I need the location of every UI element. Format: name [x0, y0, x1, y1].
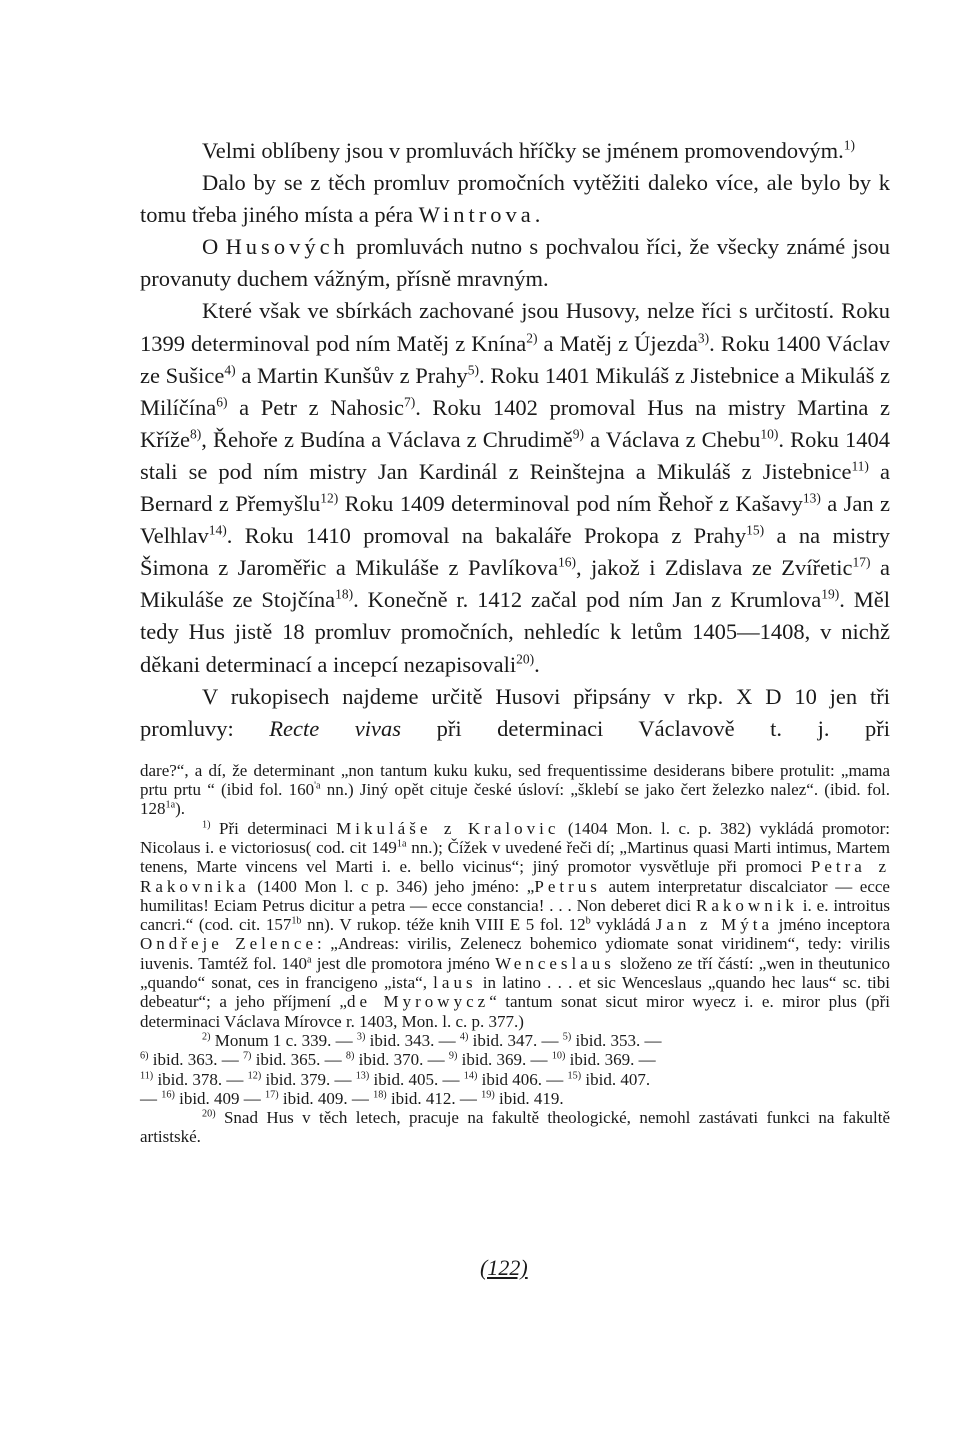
- footnote-ref: 2): [526, 330, 538, 346]
- footnote-number: 4): [459, 1031, 469, 1043]
- text: ibid. 369. —: [565, 1050, 656, 1070]
- text: Velmi oblíbeny jsou v promluvách hříčky se jménem promovendovým.: [202, 138, 844, 163]
- spaced-name: Husových: [225, 234, 349, 260]
- text: ibid. 409 —: [174, 1088, 266, 1108]
- text: ibid. 369. —: [457, 1050, 552, 1070]
- footnote-refs-line-2: [140, 1050, 890, 1069]
- footnote-ref: 14): [208, 522, 227, 538]
- text: a Mikuláše ze Stojčína: [140, 555, 890, 613]
- footnote-ref: 18): [335, 586, 354, 602]
- text: (1400 Mon l. c p. 346) jeho jméno: „: [249, 876, 535, 896]
- folio-mark: 'a: [314, 780, 321, 792]
- spaced-name: Petra z Rakovnika: [140, 857, 890, 896]
- text: a Matěj z Újezda: [537, 330, 698, 356]
- text: a Václava z Chebu: [584, 426, 761, 452]
- spaced-name: Wintrova: [418, 202, 535, 228]
- text: ibid 406. —: [477, 1069, 568, 1089]
- text: (1404 Mon. l. c. p. 382) vykládá promotor: Nicolaus i. e victoriosus( cod. cit 149: [140, 818, 891, 857]
- text: a Bernard z Přemyšlu: [140, 458, 890, 517]
- text: Které však ve sbírkách zachované jsou Husovy, nelze říci s určitostí. Roku 1399 determinoval pod ním Matěj z Knína: [140, 298, 890, 356]
- footnote-refs-line-3: [140, 1070, 890, 1089]
- text: a Martin Kunšův z Prahy: [235, 362, 468, 388]
- text: a Petr z Nahosic: [227, 394, 404, 420]
- footnote-1: [140, 819, 890, 1031]
- text: ibid. 409. —: [278, 1088, 374, 1108]
- footnote-number: 11): [140, 1069, 154, 1081]
- footnote-number: 14): [463, 1069, 478, 1081]
- text: . Konečně r. 1412 začal pod ním Jan z Krumlova: [353, 587, 822, 613]
- text: složeno ze tří částí: „wen in theutunico „quando“ sonat, ces in francigeno „ista“,: [140, 953, 891, 993]
- footnote-ref: 6): [216, 394, 228, 410]
- text: , Řehoře z Budína a Václava z Chrudimě: [201, 426, 573, 452]
- footnote-refs-line-1: [140, 1031, 890, 1050]
- footnote-continuation: [140, 761, 890, 819]
- text: a na mistry Šimona z Jaroměřic a Mikuláše z Pavlíkova: [140, 523, 890, 581]
- footnote-ref: 16): [557, 554, 576, 570]
- footnote-number: 1): [202, 819, 211, 831]
- text: ibid. 407.: [581, 1069, 651, 1089]
- text: .: [534, 202, 541, 228]
- footnote-ref: 19): [821, 586, 840, 602]
- text: —: [140, 1088, 162, 1108]
- text: , jakož i Zdislava ze Zvířetic: [575, 555, 853, 581]
- folio-mark: 1a: [396, 838, 407, 850]
- text: O: [202, 234, 226, 260]
- text: jméno inceptora: [773, 915, 890, 935]
- text: ibid. 347. —: [468, 1030, 563, 1050]
- paragraph-5: [140, 681, 890, 745]
- footnote-number: 16): [161, 1089, 175, 1101]
- text: . Roku 1410 promoval na bakaláře Prokopa z Prahy: [226, 523, 747, 549]
- text: Při determinaci: [210, 818, 337, 838]
- text: při determinaci Václavově t. j. při: [401, 715, 891, 741]
- spaced-name: Mikuláše z Kralovic: [336, 818, 560, 838]
- folio-mark: b: [585, 915, 591, 927]
- text: vykládá: [590, 915, 656, 935]
- text: promluvách nutno s pochvalou říci, že všecky známé jsou provanuty duchem vážným, přísně mravným.: [140, 234, 891, 292]
- text: . Roku 1404 stali se pod ním mistry Jan Kardinál z Reinštejna a Mikuláš z Jistebnice: [140, 426, 890, 484]
- page: [140, 135, 890, 1147]
- footnote-ref: 15): [746, 522, 765, 538]
- text: ).: [175, 799, 186, 819]
- text: i. e. introitus cancri.“ (cod. cit. 157: [140, 895, 890, 935]
- footnote-number: 7): [242, 1050, 252, 1062]
- paragraph-1: [140, 135, 890, 167]
- text: .: [534, 651, 540, 677]
- text: ibid. 353. —: [571, 1030, 662, 1050]
- footnote-ref: 5): [467, 362, 480, 378]
- footnote-ref: 20): [516, 651, 535, 666]
- text: a Jan z Velhlav: [140, 491, 891, 549]
- footnote-number: 17): [265, 1089, 279, 1101]
- text: in latino . . . et sic Wenceslaus „quando hec laus“ sc. tibi debeatur“; a jeho příjmení „: [140, 973, 890, 1012]
- paragraph-4: [140, 295, 890, 680]
- text: Roku 1409 determinoval pod ním Řehoř z Kašavy: [338, 491, 803, 517]
- text: ibid. 365. —: [251, 1050, 346, 1070]
- text: . Roku 1400 Václav ze Sušice: [140, 330, 890, 388]
- folio-mark: 1b: [291, 915, 302, 927]
- footnote-refs-line-4: [140, 1089, 890, 1108]
- text: . Měl tedy Hus jistě 18 promluv promočních, nehledíc k letům 1405—1408, v nichž děkani determinací a incepcí nezapisovali: [140, 587, 891, 677]
- footnote-ref: 17): [852, 554, 871, 570]
- footnote-number: 18): [373, 1089, 387, 1101]
- footnote-number: 2): [202, 1031, 211, 1043]
- footnote-ref: 1): [843, 137, 856, 153]
- spaced-name: Wenceslaus: [495, 953, 615, 973]
- footnotes: [140, 761, 890, 1147]
- footnote-ref: 8): [189, 426, 202, 442]
- text: . Roku 1402 promoval Hus na mistry Martina z Kříže: [140, 394, 890, 452]
- italic-title: Recte vivas: [269, 715, 402, 741]
- folio-mark: 1a: [165, 799, 176, 811]
- text: autem interpretatur discalciator — ecce humilitas! Eciam Petrus dicitur a petra — ecce constancia! . . . Non deberet dici: [140, 876, 890, 915]
- footnote-20: [140, 1108, 890, 1147]
- text: jest dle promotora jméno: [311, 953, 496, 973]
- footnote-ref: 3): [697, 330, 710, 346]
- text: ibid. 379. —: [261, 1069, 356, 1089]
- text: ibid. 343. —: [365, 1030, 460, 1050]
- text: ibid. 419.: [494, 1088, 564, 1108]
- folio-mark: a: [307, 954, 312, 966]
- footnote-ref: 13): [802, 490, 821, 506]
- paragraph-2: [140, 167, 890, 231]
- text: V rukopisech najdeme určitě Husovi připsány v rkp. X D 10 jen tři promluvy:: [140, 683, 890, 741]
- text: ibid. 378. —: [153, 1069, 248, 1089]
- text: : „Andreas: virilis, Zelenecz bohemico ydiomate sonat viridinem“, tedy: virilis iuvenis. Tamtéž fol. 140: [140, 934, 890, 973]
- spaced-name: Ondřeje Zelence: [140, 934, 318, 954]
- footnote-number: 12): [247, 1069, 262, 1081]
- footnote-ref: 11): [851, 458, 869, 474]
- footnote-ref: 10): [760, 426, 779, 442]
- text: . Roku 1401 Mikuláš z Jistebnice a Mikuláš z Milíčína: [140, 362, 891, 420]
- footnote-number: 10): [551, 1050, 566, 1062]
- footnote-number: 3): [356, 1031, 366, 1043]
- footnote-number: 9): [448, 1050, 458, 1062]
- footnote-number: 6): [140, 1050, 149, 1062]
- spaced-name: Rakownik: [696, 895, 798, 915]
- text: ibid. 370. —: [354, 1050, 449, 1070]
- spaced-name: Petrus: [534, 876, 601, 896]
- footnote-number: 13): [355, 1069, 370, 1081]
- text: Snad Hus v těch letech, pracuje na fakultě theologické, nemohl zastávati funkci na fakultě artistské.: [140, 1108, 890, 1147]
- footnote-number: 19): [481, 1089, 495, 1101]
- footnote-ref: 9): [572, 426, 584, 442]
- text: nn.) Jiný opět cituje české úsloví: „šklebí se jako čert železko nalez“. (ibid. fol. 128: [140, 780, 890, 819]
- text: nn.); Čížek v uvedené řeči dí; „Martinus quasi Marti intimus, Martem tenens, Marte vincens vel Marti i. e. bello vicinus“; jiný promotor vysvětluje při promoci: [140, 837, 890, 877]
- footnote-number: 20): [202, 1108, 216, 1120]
- paragraph-3: [140, 231, 890, 295]
- footnote-number: 8): [345, 1050, 355, 1062]
- footnote-number: 15): [567, 1069, 582, 1081]
- text: dare?“, a dí, že determinant „non tantum kuku kuku, sed frequentissime desiderans bibere protulit: „mama prtu prtu “ (ibid fol. 160: [140, 760, 890, 800]
- text: nn). V rukop. téže knih VIII E 5 fol. 12: [301, 915, 586, 935]
- spaced-name: Jan z Mýta: [655, 915, 774, 935]
- footnote-ref: 12): [320, 490, 339, 506]
- text: ibid. 405. —: [369, 1069, 464, 1089]
- spaced-name: laus: [433, 973, 477, 993]
- text: “ tantum sonat sicut miror wyecz i. e. miror plus (při determinaci Václava Mírovce r. 1403, Mon. l. c. p. 377.): [140, 992, 891, 1031]
- text: ibid. 363. —: [148, 1050, 243, 1070]
- footnote-ref: 4): [224, 362, 236, 378]
- text: Dalo by se z těch promluv promočních vytěžiti daleko více, ale bylo by k tomu třeba jiného místa a péra: [140, 170, 890, 228]
- main-text: [140, 135, 890, 745]
- text: Monum 1 c. 339. —: [210, 1030, 357, 1050]
- page-number: (122): [480, 1255, 528, 1280]
- footnote-number: 5): [562, 1031, 572, 1043]
- spaced-name: de Myrowycz: [346, 992, 490, 1012]
- text: ibid. 412. —: [386, 1088, 482, 1108]
- footnote-ref: 7): [403, 394, 416, 410]
